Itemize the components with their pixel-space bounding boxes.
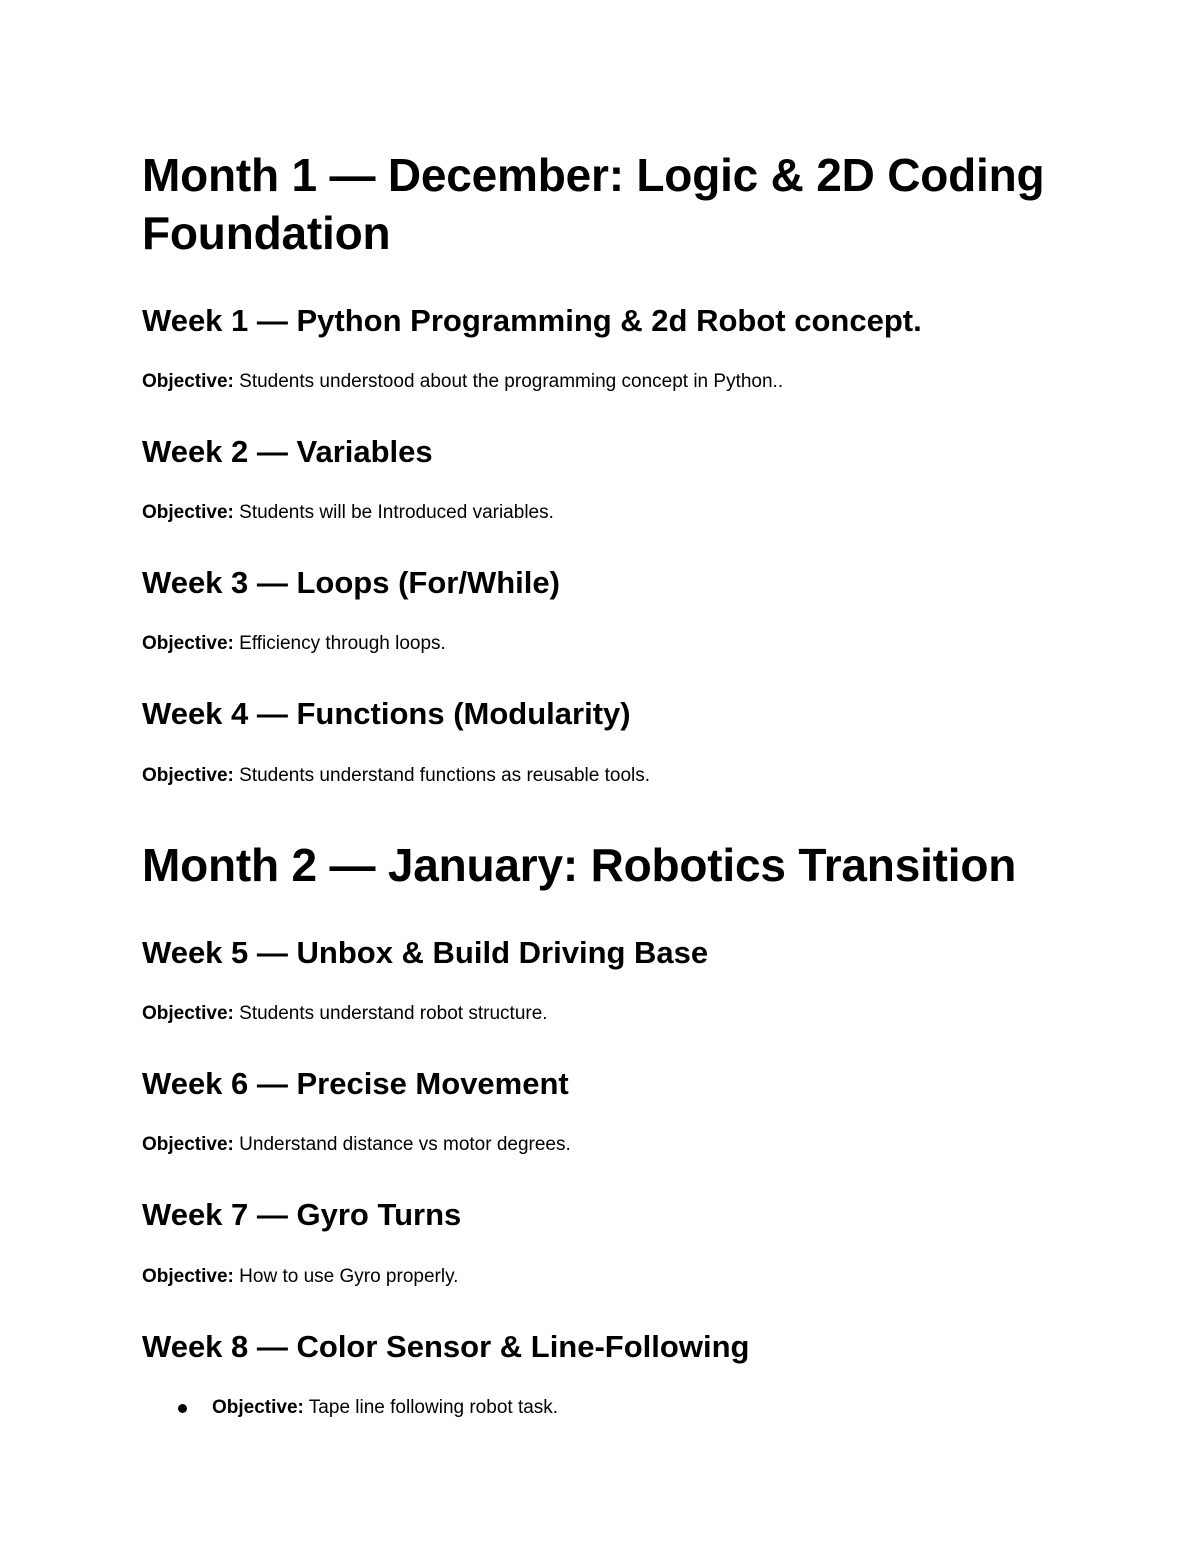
objective-text: Students understood about the programming concept in Python.. <box>233 371 784 392</box>
objective-label: Objective: <box>142 1134 234 1155</box>
week-1-objective <box>142 370 1062 394</box>
bullet-icon <box>178 1404 187 1413</box>
week-5-objective <box>142 1002 1062 1026</box>
objective-text: How to use Gyro properly. <box>233 1266 459 1287</box>
week-6-objective <box>142 1133 1062 1157</box>
objective-text: Tape line following robot task. <box>303 1397 559 1418</box>
objective-text: Students understand robot structure. <box>233 1003 548 1024</box>
week-4-title: Week 4 — Functions (Modularity) <box>142 696 631 731</box>
week-4-objective <box>142 764 1062 788</box>
week-3-title: Week 3 — Loops (For/While) <box>142 565 560 600</box>
objective-text: Understand distance vs motor degrees. <box>233 1134 571 1155</box>
objective-text: Efficiency through loops. <box>233 633 446 654</box>
month-1-title: Month 1 — December: Logic & 2D Coding Foundation <box>142 149 1045 259</box>
week-7-title: Week 7 — Gyro Turns <box>142 1197 462 1232</box>
objective-label: Objective: <box>212 1397 304 1418</box>
week-7-objective <box>142 1265 1062 1289</box>
week-3-objective <box>142 632 1062 656</box>
objective-label: Objective: <box>142 765 234 786</box>
month-2-title: Month 2 — January: Robotics Transition <box>142 839 1017 891</box>
week-1-title: Week 1 — Python Programming & 2d Robot concept. <box>142 303 922 338</box>
week-8-title: Week 8 — Color Sensor & Line-Following <box>142 1329 750 1364</box>
objective-label: Objective: <box>142 1266 234 1287</box>
objective-text: Students understand functions as reusable tools. <box>233 765 651 786</box>
week-2-title: Week 2 — Variables <box>142 434 433 469</box>
week-5-title: Week 5 — Unbox & Build Driving Base <box>142 935 709 970</box>
objective-label: Objective: <box>142 371 234 392</box>
objective-text: Students will be Introduced variables. <box>233 502 554 523</box>
objective-label: Objective: <box>142 1003 234 1024</box>
week-2-objective <box>142 501 1062 525</box>
objective-label: Objective: <box>142 502 234 523</box>
week-8-objective <box>212 1396 558 1420</box>
objective-label: Objective: <box>142 633 234 654</box>
week-6-title: Week 6 — Precise Movement <box>142 1066 569 1101</box>
